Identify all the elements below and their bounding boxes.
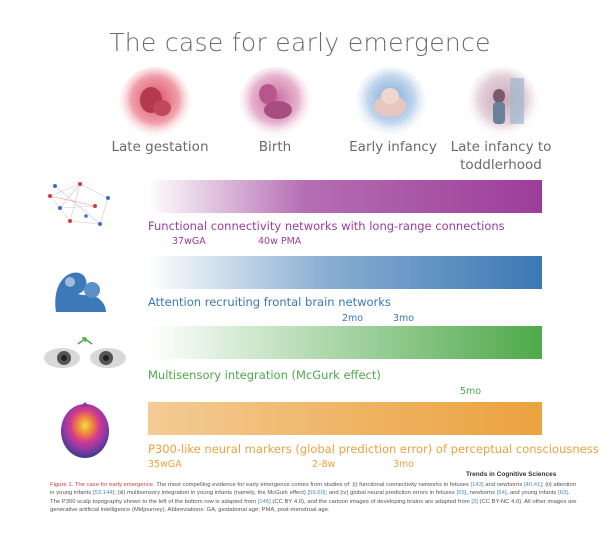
early-infancy-illustration <box>354 66 428 140</box>
tick-5mo: 5mo <box>460 386 482 397</box>
mother-infant-icon <box>48 262 110 314</box>
citation-link[interactable]: [40,41] <box>523 482 542 488</box>
journal-brand: Trends in Cognitive Sciences <box>466 471 557 478</box>
stage-label-birth: Birth <box>258 139 292 155</box>
caption-head: Figure 1. The case for early emergence. <box>50 482 155 488</box>
tick-2-8w: 2-8w <box>312 459 336 470</box>
citation-link[interactable]: [53,144] <box>92 490 115 497</box>
p300-timeline-bar <box>148 402 542 435</box>
citation-link[interactable]: [143] <box>470 482 484 488</box>
citation-link[interactable]: [65] <box>456 490 467 497</box>
p300-row-label: P300-like neural markers (global prediction error) of perceptual consciousness <box>148 442 599 456</box>
tick-37wga: 37wGA <box>172 236 206 247</box>
citation-link[interactable]: [59,60] <box>307 490 326 497</box>
figure-caption: Figure 1. The case for early emergence. The most compelling evidence for early emergence comes from studies of: (i) functional connectivity networks in fetuses [143] and newborns [40,41]; (ii) attention in young infants [53,144]; (iii) multisensory integration in young infants (namely, the McGurk effect) [59,60]; and (iv) global neural prediction errors in fetuses [65], newborns [64], and young infants [63]. The P300 scalp topography shown to the left of the bottom row is adapted from [145] (CC BY 4.0), and the cartoon images of developing brains are adapted from [3] (CC BY-NC 4.0). All other images are generative artificial intelligence (Midjourney). Abbreviations: GA, gestational age; PMA, post-menstrual age. <box>50 482 577 514</box>
attention-timeline-bar <box>148 256 542 289</box>
citation-link[interactable]: [64] <box>496 490 507 497</box>
citation-link[interactable]: [3] <box>471 498 478 505</box>
connectivity-row-label: Functional connectivity networks with long-range connections <box>148 219 505 233</box>
stage-label-early-infancy: Early infancy <box>349 139 437 155</box>
figure-title: The case for early emergence <box>109 28 491 57</box>
scalp-topography-icon <box>58 402 112 460</box>
birth-illustration <box>238 66 312 140</box>
stage-label-toddlerhood: Late infancy to toddlerhood <box>450 139 552 173</box>
eyes-icon <box>40 334 130 374</box>
citation-link[interactable]: [145] <box>257 498 271 505</box>
citation-link[interactable]: [63] <box>558 490 568 497</box>
tick-3mo-p300: 3mo <box>393 459 415 470</box>
tick-3mo-attention: 3mo <box>393 313 415 324</box>
multisensory-row-label: Multisensory integration (McGurk effect) <box>148 368 381 382</box>
stage-label-late-gestation: Late gestation <box>111 139 209 155</box>
connectivity-timeline-bar <box>148 180 542 213</box>
tick-40w-pma: 40w PMA <box>258 236 302 247</box>
tick-35wga: 35wGA <box>148 459 182 470</box>
multisensory-timeline-bar <box>148 326 542 359</box>
tick-2mo: 2mo <box>342 313 364 324</box>
toddlerhood-illustration <box>466 66 540 140</box>
late-gestation-illustration <box>118 66 192 140</box>
attention-row-label: Attention recruiting frontal brain networks <box>148 295 391 309</box>
connectivity-network-icon <box>40 176 120 234</box>
